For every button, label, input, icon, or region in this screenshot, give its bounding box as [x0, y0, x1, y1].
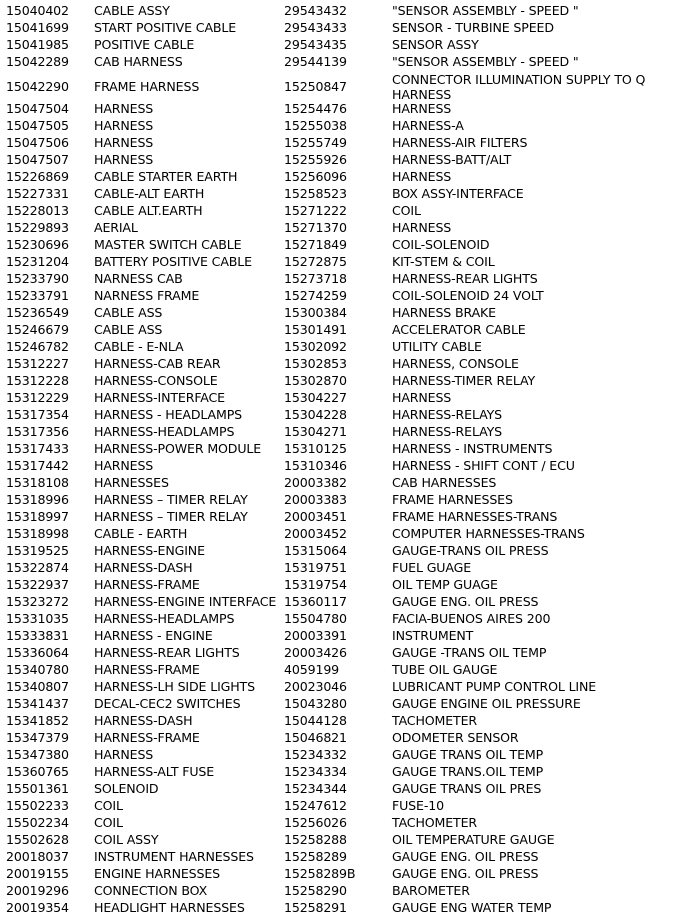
part-number-right: 20003382: [284, 475, 347, 490]
table-row: [0, 729, 700, 746]
description-right: "SENSOR ASSEMBLY - SPEED ": [392, 3, 579, 18]
table-row: [0, 763, 700, 780]
description-right: ODOMETER SENSOR: [392, 730, 519, 745]
description-left: HARNESS – TIMER RELAY: [94, 509, 248, 524]
part-number-left: 15347379: [6, 730, 69, 745]
description-left: CAB HARNESS: [94, 54, 183, 69]
table-row: [0, 53, 700, 70]
description-left: HARNESS - ENGINE: [94, 628, 213, 643]
description-right: GAUGE TRANS.OIL TEMP: [392, 764, 544, 779]
description-left: HARNESS: [94, 152, 154, 167]
part-number-left: 15319525: [6, 543, 69, 558]
description-left: HARNESS-ALT FUSE: [94, 764, 215, 779]
part-number-left: 15331035: [6, 611, 69, 626]
part-number-right: 20003383: [284, 492, 347, 507]
part-number-left: 15246782: [6, 339, 69, 354]
description-left: CABLE STARTER EARTH: [94, 169, 238, 184]
description-left: CABLE ASS: [94, 322, 163, 337]
description-right: OIL TEMP GUAGE: [392, 577, 498, 592]
description-right: HARNESS: [392, 220, 452, 235]
description-right: HARNESS: [392, 101, 452, 116]
description-left: HARNESS-INTERFACE: [94, 390, 225, 405]
description-left: POSITIVE CABLE: [94, 37, 195, 52]
description-left: HARNESS-REAR LIGHTS: [94, 645, 240, 660]
part-number-left: 15312228: [6, 373, 69, 388]
table-row: [0, 304, 700, 321]
part-number-right: 15234334: [284, 764, 347, 779]
part-number-right: 15043280: [284, 696, 347, 711]
table-row: [0, 355, 700, 372]
description-right: GAUGE TRANS OIL PRES: [392, 781, 542, 796]
part-number-right: 15044128: [284, 713, 347, 728]
part-number-left: 15347380: [6, 747, 69, 762]
description-left: HARNESS: [94, 747, 154, 762]
part-number-right: 15301491: [284, 322, 347, 337]
description-right: SENSOR - TURBINE SPEED: [392, 20, 554, 35]
table-row: [0, 70, 700, 104]
description-right: OIL TEMPERATURE GAUGE: [392, 832, 555, 847]
part-number-left: 15230696: [6, 237, 69, 252]
description-right: GAUGE TRANS OIL TEMP: [392, 747, 544, 762]
table-row: [0, 576, 700, 593]
description-right: HARNESS-A: [392, 118, 464, 133]
table-row: [0, 19, 700, 36]
description-right: HARNESS - SHIFT CONT / ECU: [392, 458, 575, 473]
description-left: HEADLIGHT HARNESSES: [94, 900, 245, 915]
description-right: "SENSOR ASSEMBLY - SPEED ": [392, 54, 579, 69]
description-right: GAUGE ENG. OIL PRESS: [392, 866, 539, 881]
part-number-left: 15317442: [6, 458, 69, 473]
description-right: COIL-SOLENOID: [392, 237, 490, 252]
part-number-right: 15302870: [284, 373, 347, 388]
table-row: [0, 423, 700, 440]
part-number-right: 29543435: [284, 37, 347, 52]
part-number-right: 15302092: [284, 339, 347, 354]
part-number-right: 15273718: [284, 271, 347, 286]
table-row: [0, 593, 700, 610]
part-number-left: 15341852: [6, 713, 69, 728]
description-left: HARNESS-ENGINE INTERFACE: [94, 594, 277, 609]
part-number-left: 15502233: [6, 798, 69, 813]
description-right: TACHOMETER: [392, 815, 478, 830]
part-number-right: 20003452: [284, 526, 347, 541]
description-right: TUBE OIL GAUGE: [392, 662, 498, 677]
part-number-right: 15258291: [284, 900, 347, 915]
table-row: [0, 168, 700, 185]
description-left: HARNESSES: [94, 475, 169, 490]
description-left: HARNESS-LH SIDE LIGHTS: [94, 679, 255, 694]
part-number-left: 15502628: [6, 832, 69, 847]
part-number-left: 15333831: [6, 628, 69, 643]
part-number-right: 20003391: [284, 628, 347, 643]
part-number-left: 15318997: [6, 509, 69, 524]
description-left: ENGINE HARNESSES: [94, 866, 220, 881]
part-number-left: 15318108: [6, 475, 69, 490]
table-row: [0, 338, 700, 355]
description-left: HARNESS-POWER MODULE: [94, 441, 262, 456]
description-left: CABLE ALT.EARTH: [94, 203, 203, 218]
table-row: [0, 661, 700, 678]
part-number-left: 15322937: [6, 577, 69, 592]
description-right: GAUGE ENGINE OIL PRESSURE: [392, 696, 581, 711]
table-row: [0, 372, 700, 389]
description-left: HARNESS-DASH: [94, 560, 193, 575]
description-right: HARNESS, CONSOLE: [392, 356, 519, 371]
table-row: [0, 36, 700, 53]
table-row: [0, 610, 700, 627]
description-left: HARNESS-FRAME: [94, 577, 200, 592]
part-number-left: 15340807: [6, 679, 69, 694]
table-row: [0, 678, 700, 695]
part-number-right: 4059199: [284, 662, 340, 677]
part-number-right: 15256026: [284, 815, 347, 830]
part-number-left: 15041985: [6, 37, 69, 52]
description-right: FUSE-10: [392, 798, 444, 813]
part-number-left: 15233790: [6, 271, 69, 286]
description-left: FRAME HARNESS: [94, 79, 200, 94]
table-row: [0, 117, 700, 134]
table-row: [0, 542, 700, 559]
part-number-left: 20019296: [6, 883, 69, 898]
description-right: COIL: [392, 203, 421, 218]
table-row: [0, 695, 700, 712]
table-row: [0, 865, 700, 882]
part-number-left: 15312227: [6, 356, 69, 371]
part-number-right: 15302853: [284, 356, 347, 371]
part-number-left: 15341437: [6, 696, 69, 711]
description-right: BAROMETER: [392, 883, 470, 898]
description-left: DECAL-CEC2 SWITCHES: [94, 696, 241, 711]
table-row: [0, 440, 700, 457]
description-right: FRAME HARNESSES: [392, 492, 513, 507]
description-right: CONNECTOR ILLUMINATION SUPPLY TO Q HARNESS: [392, 72, 646, 102]
description-right: GAUGE-TRANS OIL PRESS: [392, 543, 549, 558]
part-number-left: 15042289: [6, 54, 69, 69]
table-row: [0, 491, 700, 508]
description-left: COIL: [94, 815, 123, 830]
table-row: [0, 797, 700, 814]
part-number-right: 15234332: [284, 747, 347, 762]
part-number-left: 15323272: [6, 594, 69, 609]
description-left: HARNESS-CAB REAR: [94, 356, 221, 371]
table-row: [0, 525, 700, 542]
table-row: [0, 644, 700, 661]
part-number-right: 15258290: [284, 883, 347, 898]
table-row: [0, 712, 700, 729]
description-left: HARNESS-ENGINE: [94, 543, 205, 558]
description-left: CABLE - E-NLA: [94, 339, 184, 354]
table-row: [0, 236, 700, 253]
part-number-right: 29544139: [284, 54, 347, 69]
table-row: [0, 899, 700, 916]
part-number-right: 15046821: [284, 730, 347, 745]
part-number-left: 20018037: [6, 849, 69, 864]
part-number-left: 15040402: [6, 3, 69, 18]
part-number-right: 15304228: [284, 407, 347, 422]
table-row: [0, 100, 700, 117]
table-row: [0, 134, 700, 151]
description-right: GAUGE -TRANS OIL TEMP: [392, 645, 547, 660]
description-right: HARNESS: [392, 390, 452, 405]
part-number-left: 15042290: [6, 79, 69, 94]
description-right: GAUGE ENG. OIL PRESS: [392, 849, 539, 864]
part-number-left: 15226869: [6, 169, 69, 184]
table-row: [0, 2, 700, 19]
description-left: HARNESS: [94, 458, 154, 473]
part-number-left: 15047506: [6, 135, 69, 150]
description-left: START POSITIVE CABLE: [94, 20, 237, 35]
part-number-right: 15258289B: [284, 866, 356, 881]
description-left: HARNESS – TIMER RELAY: [94, 492, 248, 507]
description-right: SENSOR ASSY: [392, 37, 479, 52]
description-left: HARNESS: [94, 135, 154, 150]
description-right: KIT-STEM & COIL: [392, 254, 495, 269]
description-left: HARNESS: [94, 101, 154, 116]
table-row: [0, 780, 700, 797]
table-row: [0, 270, 700, 287]
part-number-right: 15256096: [284, 169, 347, 184]
table-row: [0, 508, 700, 525]
description-left: CABLE-ALT EARTH: [94, 186, 205, 201]
description-right: CAB HARNESSES: [392, 475, 497, 490]
part-number-right: 29543433: [284, 20, 347, 35]
part-number-right: 15310346: [284, 458, 347, 473]
description-right: BOX ASSY-INTERFACE: [392, 186, 524, 201]
table-row: [0, 882, 700, 899]
description-left: HARNESS-HEADLAMPS: [94, 424, 235, 439]
description-right: FRAME HARNESSES-TRANS: [392, 509, 558, 524]
part-number-left: 15233791: [6, 288, 69, 303]
part-number-right: 15255038: [284, 118, 347, 133]
description-right: INSTRUMENT: [392, 628, 474, 643]
table-row: [0, 185, 700, 202]
part-number-right: 20023046: [284, 679, 347, 694]
part-number-right: 15310125: [284, 441, 347, 456]
table-row: [0, 474, 700, 491]
description-left: AERIAL: [94, 220, 138, 235]
part-number-left: 15502234: [6, 815, 69, 830]
part-number-left: 15228013: [6, 203, 69, 218]
table-row: [0, 848, 700, 865]
part-number-right: 20003451: [284, 509, 347, 524]
description-left: HARNESS-FRAME: [94, 662, 200, 677]
table-row: [0, 321, 700, 338]
description-right: UTILITY CABLE: [392, 339, 482, 354]
part-number-right: 15271222: [284, 203, 347, 218]
description-left: NARNESS FRAME: [94, 288, 200, 303]
description-left: CABLE - EARTH: [94, 526, 188, 541]
part-number-left: 15322874: [6, 560, 69, 575]
part-number-left: 15236549: [6, 305, 69, 320]
description-right: GAUGE ENG. OIL PRESS: [392, 594, 539, 609]
part-number-right: 15304227: [284, 390, 347, 405]
description-left: SOLENOID: [94, 781, 159, 796]
part-number-left: 15340780: [6, 662, 69, 677]
part-number-right: 15271849: [284, 237, 347, 252]
description-left: BATTERY POSITIVE CABLE: [94, 254, 252, 269]
description-right: TACHOMETER: [392, 713, 478, 728]
description-right: ACCELERATOR CABLE: [392, 322, 526, 337]
description-left: HARNESS-HEADLAMPS: [94, 611, 235, 626]
table-row: [0, 559, 700, 576]
part-number-left: 15231204: [6, 254, 69, 269]
part-number-left: 15317356: [6, 424, 69, 439]
part-number-right: 15255749: [284, 135, 347, 150]
part-number-right: 15319754: [284, 577, 347, 592]
part-number-right: 15271370: [284, 220, 347, 235]
part-number-right: 29543432: [284, 3, 347, 18]
description-right: HARNESS - INSTRUMENTS: [392, 441, 553, 456]
part-number-right: 15272875: [284, 254, 347, 269]
description-left: NARNESS CAB: [94, 271, 183, 286]
description-right: FACIA-BUENOS AIRES 200: [392, 611, 551, 626]
part-number-left: 15318998: [6, 526, 69, 541]
description-right: HARNESS-RELAYS: [392, 424, 502, 439]
table-row: [0, 814, 700, 831]
table-row: [0, 457, 700, 474]
description-right: HARNESS-RELAYS: [392, 407, 502, 422]
table-row: [0, 219, 700, 236]
part-number-right: 15274259: [284, 288, 347, 303]
part-number-left: 15041699: [6, 20, 69, 35]
part-number-right: 15319751: [284, 560, 347, 575]
description-left: HARNESS: [94, 118, 154, 133]
table-row: [0, 287, 700, 304]
description-right: HARNESS BRAKE: [392, 305, 496, 320]
part-number-left: 15501361: [6, 781, 69, 796]
description-left: HARNESS - HEADLAMPS: [94, 407, 243, 422]
description-left: COIL ASSY: [94, 832, 159, 847]
part-number-right: 15247612: [284, 798, 347, 813]
description-left: CABLE ASSY: [94, 3, 170, 18]
part-number-right: 15300384: [284, 305, 347, 320]
part-number-right: 15360117: [284, 594, 347, 609]
part-number-right: 15250847: [284, 79, 347, 94]
part-number-right: 15254476: [284, 101, 347, 116]
part-number-left: 20019155: [6, 866, 69, 881]
description-right: COIL-SOLENOID 24 VOLT: [392, 288, 544, 303]
description-right: HARNESS-REAR LIGHTS: [392, 271, 538, 286]
part-number-left: 15227331: [6, 186, 69, 201]
description-right: HARNESS-AIR FILTERS: [392, 135, 528, 150]
part-number-right: 15234344: [284, 781, 347, 796]
part-number-left: 15312229: [6, 390, 69, 405]
part-number-right: 15258288: [284, 832, 347, 847]
part-number-left: 15047505: [6, 118, 69, 133]
part-number-left: 15047504: [6, 101, 69, 116]
description-left: COIL: [94, 798, 123, 813]
description-left: HARNESS-DASH: [94, 713, 193, 728]
part-number-left: 15047507: [6, 152, 69, 167]
part-number-right: 15258523: [284, 186, 347, 201]
description-right: COMPUTER HARNESSES-TRANS: [392, 526, 585, 541]
table-row: [0, 406, 700, 423]
part-number-left: 20019354: [6, 900, 69, 915]
table-row: [0, 746, 700, 763]
description-left: MASTER SWITCH CABLE: [94, 237, 242, 252]
description-right: GAUGE ENG WATER TEMP: [392, 900, 552, 915]
part-number-right: 15255926: [284, 152, 347, 167]
part-number-left: 15318996: [6, 492, 69, 507]
description-right: HARNESS-TIMER RELAY: [392, 373, 536, 388]
description-right: HARNESS-BATT/ALT: [392, 152, 512, 167]
description-right: LUBRICANT PUMP CONTROL LINE: [392, 679, 597, 694]
part-number-left: 15246679: [6, 322, 69, 337]
description-left: HARNESS-CONSOLE: [94, 373, 218, 388]
part-number-left: 15317433: [6, 441, 69, 456]
part-number-left: 15360765: [6, 764, 69, 779]
table-row: [0, 151, 700, 168]
part-number-right: 15504780: [284, 611, 347, 626]
description-left: CABLE ASS: [94, 305, 163, 320]
table-row: [0, 627, 700, 644]
part-number-left: 15317354: [6, 407, 69, 422]
part-number-left: 15336064: [6, 645, 69, 660]
description-left: INSTRUMENT HARNESSES: [94, 849, 254, 864]
table-row: [0, 202, 700, 219]
table-row: [0, 389, 700, 406]
table-row: [0, 831, 700, 848]
part-number-right: 20003426: [284, 645, 347, 660]
description-right: HARNESS: [392, 169, 452, 184]
table-row: [0, 253, 700, 270]
part-number-right: 15315064: [284, 543, 347, 558]
part-number-right: 15304271: [284, 424, 347, 439]
part-number-left: 15229893: [6, 220, 69, 235]
description-left: HARNESS-FRAME: [94, 730, 200, 745]
part-number-right: 15258289: [284, 849, 347, 864]
description-left: CONNECTION BOX: [94, 883, 208, 898]
description-right: FUEL GUAGE: [392, 560, 472, 575]
